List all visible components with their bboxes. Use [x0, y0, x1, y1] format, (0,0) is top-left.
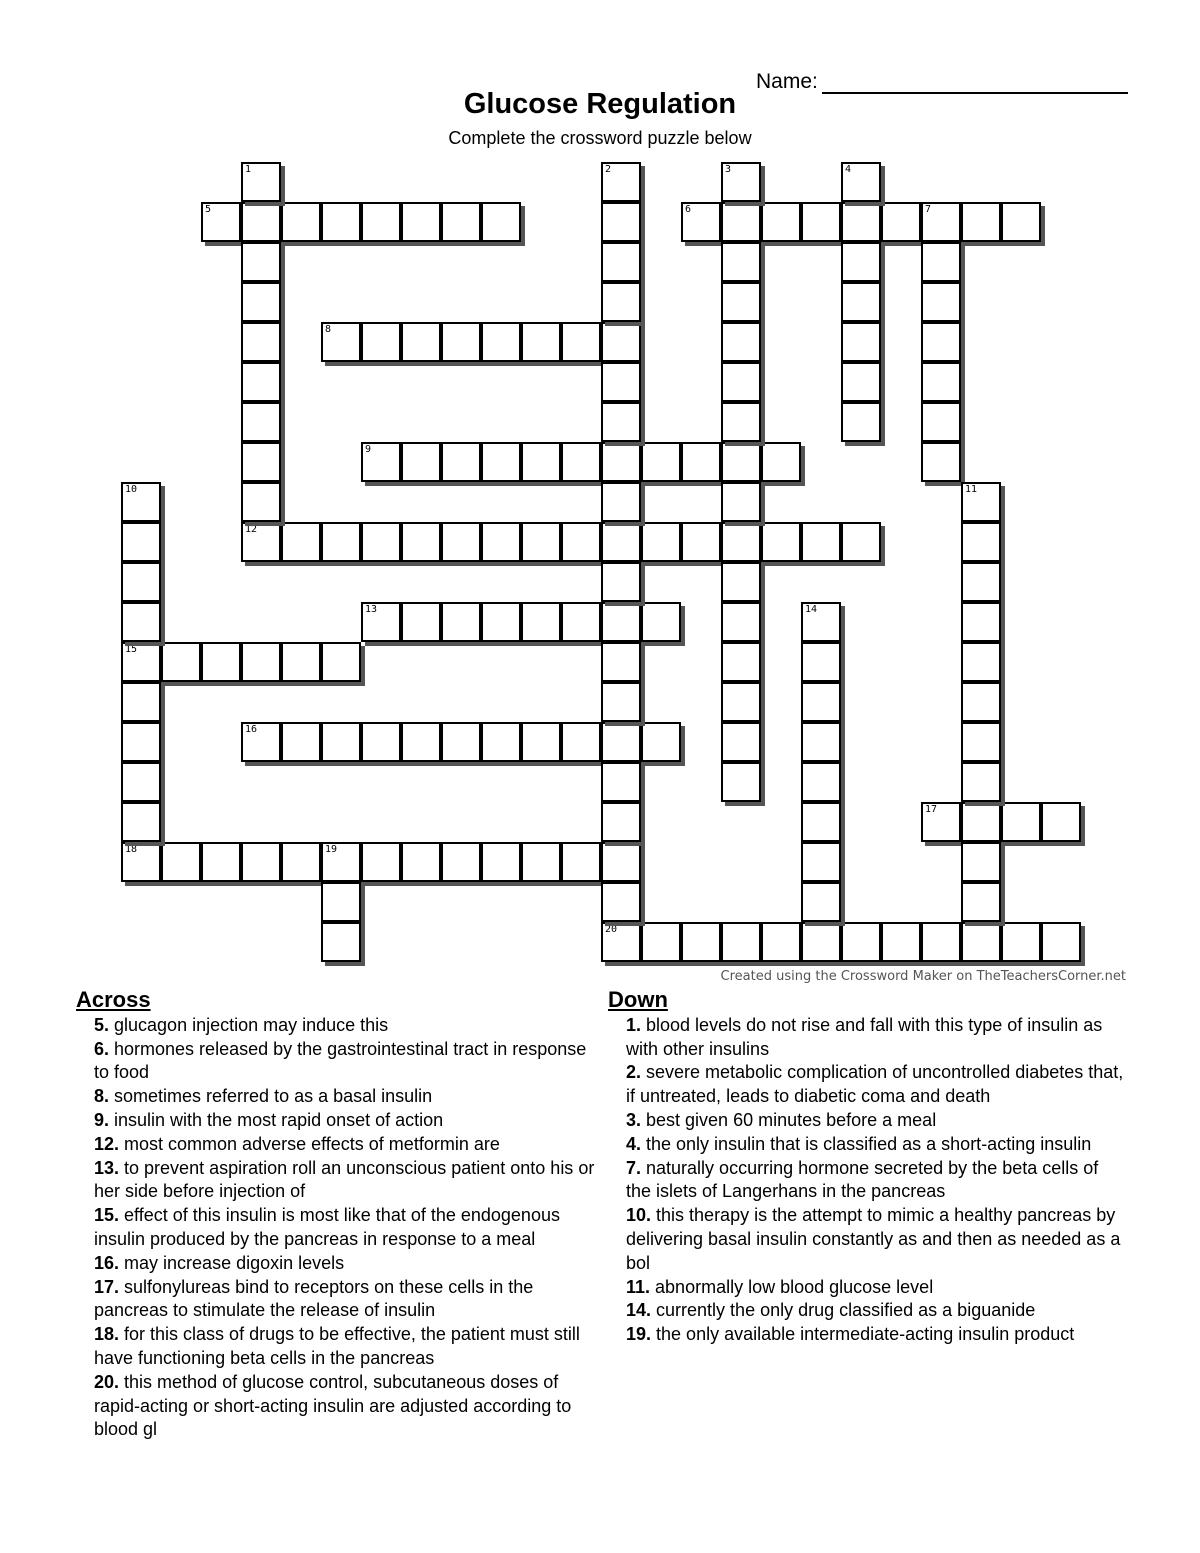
page-subtitle: Complete the crossword puzzle below	[448, 128, 752, 148]
clue-text: for this class of drugs to be effective, the patient must still have functioning beta cells in the pancreas	[94, 1324, 580, 1368]
crossword-cell[interactable]	[241, 162, 281, 202]
crossword-cell[interactable]	[641, 722, 681, 762]
clue-num: 11.	[626, 1276, 651, 1297]
clue-num: 20.	[94, 1371, 120, 1392]
crossword-cell[interactable]	[801, 922, 841, 962]
crossword-cell[interactable]	[481, 522, 521, 562]
clue-number: 19	[325, 844, 338, 855]
crossword-cell[interactable]	[241, 322, 281, 362]
across-clue	[76, 1109, 596, 1133]
clue-text: to prevent aspiration roll an unconscious patient onto his or her side before injection of	[94, 1157, 595, 1202]
crossword-cell[interactable]	[801, 682, 841, 722]
across-clue	[76, 1038, 596, 1086]
clue-text: sulfonylureas bind to receptors on these cells in the pancreas to stimulate the release of insulin	[94, 1276, 534, 1321]
crossword-cell[interactable]	[281, 202, 321, 242]
clue-number: 2	[605, 164, 612, 175]
crossword-cell[interactable]	[641, 522, 681, 562]
crossword-cell[interactable]	[841, 282, 881, 322]
clue-text: this therapy is the attempt to mimic a healthy pancreas by delivering basal insulin constantly as and then as needed as a bol	[626, 1205, 1121, 1273]
down-clue	[608, 1061, 1128, 1109]
crossword-cell[interactable]	[521, 442, 561, 482]
across-clue	[76, 1252, 596, 1276]
clue-number: 4	[845, 164, 852, 175]
crossword-cell[interactable]	[121, 562, 161, 602]
clue-number: 18	[125, 844, 138, 855]
crossword-cell[interactable]	[721, 642, 761, 682]
crossword-cell[interactable]	[961, 722, 1001, 762]
clue-text: naturally occurring hormone secreted by the beta cells of the islets of Langerhans in the pancreas	[626, 1157, 1099, 1202]
across-clue	[76, 1323, 596, 1371]
crossword-cell[interactable]	[441, 522, 481, 562]
crossword-cell[interactable]	[201, 842, 241, 882]
crossword-cell[interactable]	[361, 602, 401, 642]
clue-text: the only available intermediate-acting insulin product	[651, 1324, 1075, 1345]
crossword-cell[interactable]	[761, 522, 801, 562]
crossword-cell[interactable]	[241, 402, 281, 442]
crossword-cell[interactable]	[601, 562, 641, 602]
clue-text: best given 60 minutes before a meal	[641, 1109, 937, 1130]
crossword-cell[interactable]	[721, 362, 761, 402]
crossword-cell[interactable]	[481, 722, 521, 762]
crossword-cell[interactable]	[641, 922, 681, 962]
crossword-cell[interactable]	[241, 522, 281, 562]
crossword-cell[interactable]	[321, 842, 361, 882]
crossword-cell[interactable]	[601, 282, 641, 322]
crossword-cell[interactable]	[281, 522, 321, 562]
crossword-cell[interactable]	[441, 602, 481, 642]
across-clue	[76, 1085, 596, 1109]
clue-number: 17	[925, 804, 938, 815]
clue-number: 15	[125, 644, 138, 655]
crossword-cell[interactable]	[841, 242, 881, 282]
crossword-cell[interactable]	[601, 882, 641, 922]
page-title: Glucose Regulation	[463, 88, 737, 120]
clue-num: 6.	[94, 1038, 110, 1059]
crossword-cell[interactable]	[441, 842, 481, 882]
crossword-cell[interactable]	[561, 842, 601, 882]
crossword-cell[interactable]	[801, 202, 841, 242]
crossword-cell[interactable]	[681, 922, 721, 962]
clue-number: 11	[965, 484, 978, 495]
clue-num: 14.	[626, 1300, 652, 1321]
crossword-cell[interactable]	[601, 442, 641, 482]
clue-text: most common adverse effects of metformin are	[119, 1133, 500, 1154]
crossword-cell[interactable]	[441, 722, 481, 762]
clue-num: 15.	[94, 1205, 120, 1226]
clue-text: this method of glucose control, subcutaneous doses of rapid-acting or short-acting insulin are adjusted according to blood gl	[94, 1371, 572, 1440]
crossword-cell[interactable]	[241, 242, 281, 282]
crossword-cell[interactable]	[361, 442, 401, 482]
crossword-cell[interactable]	[961, 882, 1001, 922]
crossword-cell[interactable]	[601, 922, 641, 962]
crossword-cell[interactable]	[281, 842, 321, 882]
crossword-cell[interactable]	[121, 682, 161, 722]
clue-num: 17.	[94, 1276, 120, 1297]
across-clue	[76, 1371, 596, 1442]
crossword-cell[interactable]	[601, 322, 641, 362]
crossword-cell[interactable]	[721, 922, 761, 962]
crossword-cell[interactable]	[601, 642, 641, 682]
clue-text: severe metabolic complication of uncontrolled diabetes that, if untreated, leads to diabetic coma and death	[626, 1062, 1124, 1107]
crossword-cell[interactable]	[561, 602, 601, 642]
crossword-cell[interactable]	[121, 642, 161, 682]
crossword-cell[interactable]	[921, 442, 961, 482]
crossword-cell[interactable]	[601, 402, 641, 442]
across-clue-list	[76, 1014, 596, 1442]
crossword-cell[interactable]	[841, 362, 881, 402]
crossword-cell[interactable]	[961, 842, 1001, 882]
clue-number: 7	[925, 204, 932, 215]
crossword-cell[interactable]	[601, 162, 641, 202]
clue-number: 14	[805, 604, 818, 615]
crossword-cell[interactable]	[121, 802, 161, 842]
crossword-cell[interactable]	[601, 722, 641, 762]
crossword-cell[interactable]	[1041, 802, 1081, 842]
crossword-cell[interactable]	[241, 362, 281, 402]
crossword-cell[interactable]	[361, 522, 401, 562]
clue-text: glucagon injection may induce this	[109, 1014, 389, 1035]
crossword-cell[interactable]	[481, 202, 521, 242]
crossword-cell[interactable]	[601, 202, 641, 242]
clue-num: 8.	[94, 1086, 110, 1107]
crossword-cell[interactable]	[921, 402, 961, 442]
crossword-cell[interactable]	[721, 482, 761, 522]
crossword-cell[interactable]	[881, 922, 921, 962]
crossword-cell[interactable]	[361, 202, 401, 242]
crossword-cell[interactable]	[961, 202, 1001, 242]
crossword-cell[interactable]	[1041, 922, 1081, 962]
across-clue	[76, 1276, 596, 1324]
crossword-cell[interactable]	[841, 922, 881, 962]
clue-num: 3.	[626, 1109, 642, 1130]
crossword-cell[interactable]	[321, 922, 361, 962]
crossword-cell[interactable]	[601, 362, 641, 402]
crossword-cell[interactable]	[961, 682, 1001, 722]
crossword-cell[interactable]	[961, 762, 1001, 802]
clue-number: 10	[125, 484, 138, 495]
crossword-cell[interactable]	[601, 842, 641, 882]
crossword-cell[interactable]	[281, 642, 321, 682]
across-heading: Across	[76, 987, 151, 1012]
clue-number: 6	[685, 204, 692, 215]
across-clue	[76, 1133, 596, 1157]
crossword-cell[interactable]	[841, 522, 881, 562]
down-clue	[608, 1133, 1128, 1157]
down-clue-list	[608, 1014, 1128, 1347]
crossword-cell[interactable]	[1001, 202, 1041, 242]
crossword-cell[interactable]	[721, 762, 761, 802]
crossword-cell[interactable]	[721, 242, 761, 282]
crossword-cell[interactable]	[961, 562, 1001, 602]
crossword-cell[interactable]	[321, 522, 361, 562]
clue-text: abnormally low blood glucose level	[650, 1276, 934, 1297]
name-label: Name:	[756, 70, 818, 93]
clue-number: 20	[605, 924, 618, 935]
crossword-cell[interactable]	[841, 322, 881, 362]
crossword-cell[interactable]	[761, 922, 801, 962]
crossword-cell[interactable]	[1001, 802, 1041, 842]
clue-number: 1	[245, 164, 252, 175]
clue-num: 18.	[94, 1324, 120, 1345]
crossword-cell[interactable]	[321, 202, 361, 242]
crossword-cell[interactable]	[401, 602, 441, 642]
crossword-cell[interactable]	[921, 322, 961, 362]
crossword-cell[interactable]	[681, 202, 721, 242]
crossword-cell[interactable]	[121, 722, 161, 762]
clue-text: currently the only drug classified as a biguanide	[651, 1300, 1036, 1321]
crossword-cell[interactable]	[721, 442, 761, 482]
clue-num: 13.	[94, 1157, 120, 1178]
crossword-cell[interactable]	[481, 322, 521, 362]
crossword-cell[interactable]	[361, 722, 401, 762]
crossword-cell[interactable]	[961, 802, 1001, 842]
crossword-cell[interactable]	[321, 322, 361, 362]
clue-number: 16	[245, 724, 258, 735]
crossword-cell[interactable]	[121, 522, 161, 562]
crossword-cell[interactable]	[521, 842, 561, 882]
crossword-cell[interactable]	[721, 402, 761, 442]
crossword-cell[interactable]	[681, 442, 721, 482]
crossword-cell[interactable]	[721, 202, 761, 242]
crossword-cell[interactable]	[721, 602, 761, 642]
crossword-cell[interactable]	[801, 882, 841, 922]
crossword-cell[interactable]	[121, 842, 161, 882]
crossword-cell[interactable]	[841, 162, 881, 202]
down-clue	[608, 1204, 1128, 1275]
down-clues	[608, 988, 1128, 1347]
down-clue	[608, 1109, 1128, 1133]
crossword-cell[interactable]	[921, 202, 961, 242]
crossword-cell[interactable]	[641, 442, 681, 482]
crossword-cell[interactable]	[881, 202, 921, 242]
crossword-cell[interactable]	[561, 722, 601, 762]
down-clue	[608, 1157, 1128, 1205]
clue-text: the only insulin that is classified as a short-acting insulin	[641, 1133, 1092, 1154]
clue-num: 9.	[94, 1109, 110, 1130]
crossword-cell[interactable]	[921, 282, 961, 322]
crossword-cell[interactable]	[521, 602, 561, 642]
crossword-cell[interactable]	[521, 722, 561, 762]
crossword-cell[interactable]	[801, 602, 841, 642]
crossword-cell[interactable]	[481, 602, 521, 642]
crossword-cell[interactable]	[361, 322, 401, 362]
crossword-cell[interactable]	[321, 882, 361, 922]
down-clue	[608, 1323, 1128, 1347]
crossword-cell[interactable]	[961, 602, 1001, 642]
clue-number: 13	[365, 604, 378, 615]
clue-number: 9	[365, 444, 372, 455]
crossword-cell[interactable]	[321, 642, 361, 682]
clue-num: 12.	[94, 1133, 120, 1154]
clue-num: 5.	[94, 1014, 110, 1035]
crossword-cell[interactable]	[561, 442, 601, 482]
down-clue	[608, 1276, 1128, 1300]
clue-number: 5	[205, 204, 212, 215]
clue-num: 16.	[94, 1252, 120, 1273]
crossword-cell[interactable]	[961, 522, 1001, 562]
crossword-cell[interactable]	[601, 762, 641, 802]
crossword-cell[interactable]	[721, 722, 761, 762]
crossword-cell[interactable]	[481, 442, 521, 482]
crossword-cell[interactable]	[441, 202, 481, 242]
crossword-cell[interactable]	[761, 202, 801, 242]
crossword-cell[interactable]	[961, 482, 1001, 522]
crossword-cell[interactable]	[601, 242, 641, 282]
crossword-cell[interactable]	[121, 762, 161, 802]
crossword-cell[interactable]	[241, 482, 281, 522]
crossword-cell[interactable]	[721, 562, 761, 602]
across-clue	[76, 1204, 596, 1252]
crossword-cell[interactable]	[441, 322, 481, 362]
crossword-cell[interactable]	[681, 522, 721, 562]
crossword-cell[interactable]	[921, 362, 961, 402]
crossword-cell[interactable]	[241, 642, 281, 682]
clue-number: 3	[725, 164, 732, 175]
crossword-cell[interactable]	[921, 802, 961, 842]
crossword-cell[interactable]	[361, 842, 401, 882]
clue-text: hormones released by the gastrointestinal tract in response to food	[94, 1038, 587, 1083]
clue-text: insulin with the most rapid onset of action	[109, 1109, 444, 1130]
clue-number: 8	[325, 324, 332, 335]
down-clue	[608, 1299, 1128, 1323]
crossword-cell[interactable]	[921, 242, 961, 282]
crossword-cell[interactable]	[601, 522, 641, 562]
crossword-cell[interactable]	[281, 722, 321, 762]
clue-num: 10.	[626, 1205, 652, 1226]
crossword-cell[interactable]	[241, 202, 281, 242]
clue-text: may increase digoxin levels	[119, 1252, 345, 1273]
crossword-cell[interactable]	[721, 322, 761, 362]
clue-text: blood levels do not rise and fall with this type of insulin as with other insulins	[626, 1014, 1103, 1059]
crossword-cell[interactable]	[1001, 922, 1041, 962]
crossword-cell[interactable]	[241, 842, 281, 882]
crossword-cell[interactable]	[161, 842, 201, 882]
crossword-cell[interactable]	[401, 322, 441, 362]
clue-number: 12	[245, 524, 258, 535]
crossword-cell[interactable]	[721, 522, 761, 562]
crossword-cell[interactable]	[401, 522, 441, 562]
crossword-cell[interactable]	[801, 522, 841, 562]
crossword-cell[interactable]	[961, 922, 1001, 962]
crossword-cell[interactable]	[161, 642, 201, 682]
clue-num: 1.	[626, 1014, 642, 1035]
crossword-cell[interactable]	[441, 442, 481, 482]
crossword-cell[interactable]	[801, 762, 841, 802]
crossword-cell[interactable]	[401, 202, 441, 242]
clue-num: 7.	[626, 1157, 642, 1178]
crossword-cell[interactable]	[801, 722, 841, 762]
clue-num: 2.	[626, 1062, 642, 1083]
crossword-cell[interactable]	[721, 162, 761, 202]
crossword-cell[interactable]	[521, 522, 561, 562]
crossword-cell[interactable]	[841, 402, 881, 442]
crossword-cell[interactable]	[641, 602, 681, 642]
crossword-cell[interactable]	[201, 642, 241, 682]
crossword-cell[interactable]	[721, 282, 761, 322]
crossword-cell[interactable]	[121, 602, 161, 642]
crossword-cell[interactable]	[401, 722, 441, 762]
crossword-cell[interactable]	[241, 442, 281, 482]
crossword-cell[interactable]	[401, 842, 441, 882]
crossword-cell[interactable]	[601, 602, 641, 642]
across-clue	[76, 1157, 596, 1205]
crossword-cell[interactable]	[801, 842, 841, 882]
crossword-cell[interactable]	[841, 202, 881, 242]
crossword-cell[interactable]	[721, 682, 761, 722]
clue-num: 19.	[626, 1324, 652, 1345]
crossword-cell[interactable]	[201, 202, 241, 242]
crossword-cell[interactable]	[401, 442, 441, 482]
crossword-cell[interactable]	[561, 322, 601, 362]
crossword-cell[interactable]	[921, 922, 961, 962]
crossword-cell[interactable]	[481, 842, 521, 882]
clue-text: sometimes referred to as a basal insulin	[109, 1086, 433, 1107]
down-heading: Down	[608, 987, 668, 1012]
crossword-cell[interactable]	[601, 802, 641, 842]
crossword-cell[interactable]	[521, 322, 561, 362]
crossword-cell[interactable]	[961, 642, 1001, 682]
crossword-cell[interactable]	[761, 442, 801, 482]
crossword-cell[interactable]	[561, 522, 601, 562]
down-clue	[608, 1014, 1128, 1062]
crossword-cell[interactable]	[321, 722, 361, 762]
across-clues	[76, 988, 596, 1442]
clue-num: 4.	[626, 1133, 642, 1154]
across-clue	[76, 1014, 596, 1038]
clue-text: effect of this insulin is most like that of the endogenous insulin produced by the pancreas in response to a meal	[94, 1205, 560, 1249]
credit-text: Created using the Crossword Maker on TheTeachersCorner.net	[720, 969, 1126, 984]
crossword-cell[interactable]	[241, 282, 281, 322]
crossword-cell[interactable]	[801, 802, 841, 842]
crossword-cell[interactable]	[601, 682, 641, 722]
crossword-cell[interactable]	[801, 642, 841, 682]
crossword-cell[interactable]	[241, 722, 281, 762]
crossword-cell[interactable]	[121, 482, 161, 522]
crossword-cell[interactable]	[601, 482, 641, 522]
